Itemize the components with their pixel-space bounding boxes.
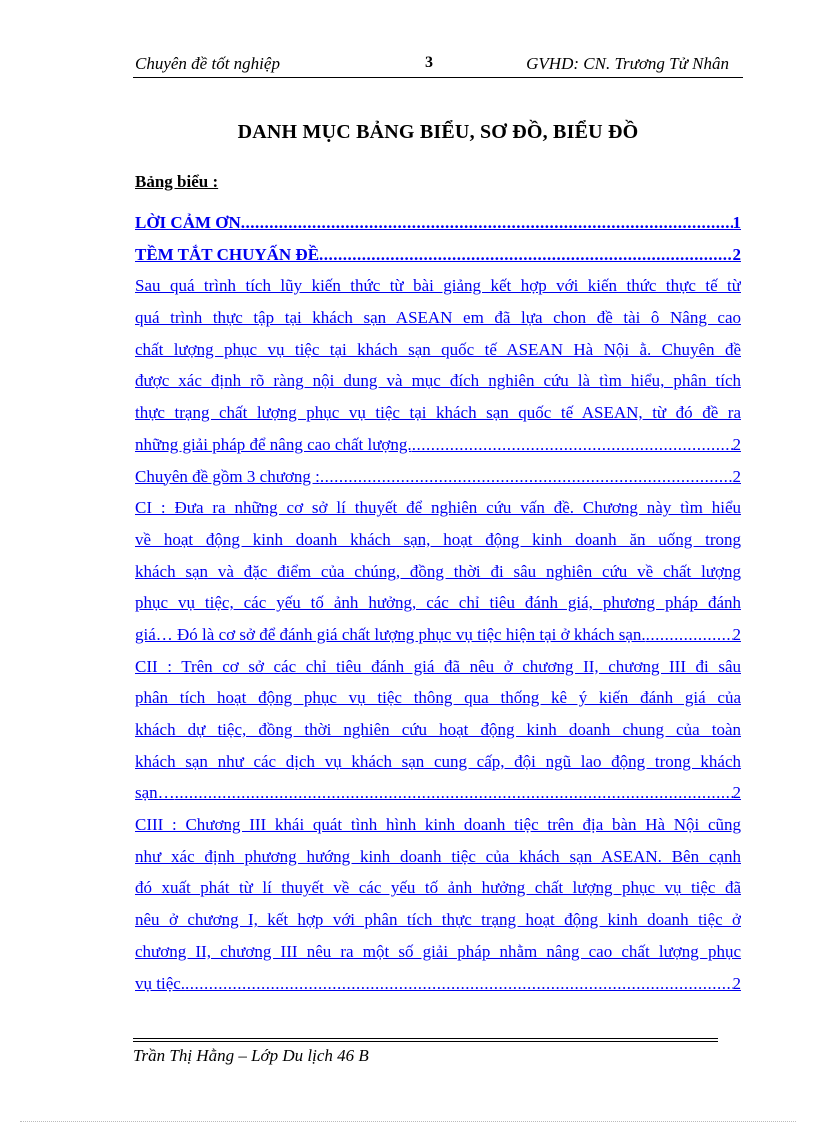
page-bottom-border — [20, 1121, 796, 1122]
toc-entry-summary[interactable] — [135, 239, 741, 271]
page-header — [133, 54, 743, 78]
table-of-contents — [135, 207, 741, 999]
toc-entry-chapters[interactable] — [135, 461, 741, 493]
header-rule — [133, 77, 743, 78]
toc-entry-line: nêu ở chương I, kết hợp với phân tích thực trạng hoạt động kinh doanh tiệc ở — [135, 910, 741, 930]
footer-rule — [133, 1038, 718, 1039]
toc-entry-line: chất lượng phục vụ tiệc tại khách sạn quốc tế ASEAN Hà Nội ằ. Chuyên đề — [135, 339, 741, 359]
dot-leader — [185, 968, 732, 1000]
toc-page-number: 2 — [732, 973, 741, 993]
toc-entry-line: CI : Đưa ra những cơ sở lí thuyết để nghiên cứu vấn đề. Chương này tìm hiểu — [135, 498, 741, 518]
header-advisor: GVHD: CN. Trương Tử Nhân — [526, 54, 729, 73]
toc-entry-line: phục vụ tiệc, các yếu tố ảnh hưởng, các chỉ tiêu đánh giá, phương pháp đánh — [135, 593, 741, 613]
toc-page-number: 2 — [732, 783, 741, 803]
toc-entry-line: quá trình thực tập tại khách sạn ASEAN em đã lựa chon đề tài ô Nâng cao — [135, 308, 741, 328]
toc-entry-line: Sau quá trình tích lũy kiến thức từ bài giảng kết hợp với kiến thức thực tế từ — [135, 276, 741, 296]
dot-leader — [241, 207, 733, 239]
toc-entry-line: chương II, chương III nêu ra một số giải pháp nhằm nâng cao chất lượng phục — [135, 941, 741, 961]
toc-entry-line: như xác định phương hướng kinh doanh tiệc của khách sạn ASEAN. Bên cạnh — [135, 846, 741, 866]
toc-entry-line: vụ tiệc. — [135, 973, 186, 993]
header-title: Chuyên đề tốt nghiệp — [135, 54, 280, 73]
toc-entry-introduction[interactable] — [135, 270, 741, 460]
toc-entry-line: phân tích hoạt động phục vụ tiệc thông qua thống kê ý kiến đánh giá của — [135, 688, 741, 708]
toc-entry-chapter-2[interactable] — [135, 651, 741, 809]
toc-entry-acknowledgements[interactable] — [135, 207, 741, 239]
dot-leader — [412, 429, 733, 461]
toc-entry-line: về hoạt động kinh doanh khách sạn, hoạt động kinh doanh ăn uống trong — [135, 529, 741, 549]
toc-entry-line: sạn… — [135, 783, 175, 803]
toc-entry-line: khách sạn và đặc điểm của chúng, đồng thời đi sâu nghiên cứu về chất lượng — [135, 561, 741, 581]
toc-entry-line: khách dự tiệc, đồng thời nghiên cứu hoạt động kinh doanh chung của toàn — [135, 720, 741, 739]
toc-entry-line: CIII : Chương III khái quát tình hình kinh doanh tiệc trên địa bàn Hà Nội cũng — [135, 815, 741, 835]
toc-entry-line: được xác định rõ ràng nội dung và mục đích nghiên cứu là tìm hiểu, phân tích — [135, 371, 741, 391]
toc-entry-text: Chuyên đề gồm 3 chương : — [135, 466, 320, 486]
dot-leader — [646, 619, 733, 651]
dot-leader — [319, 239, 732, 271]
toc-page-number: 1 — [732, 213, 741, 232]
toc-page-number: 2 — [732, 624, 741, 644]
dot-leader — [320, 461, 733, 493]
toc-page-number: 2 — [732, 244, 741, 264]
toc-entry-line: những giải pháp để nâng cao chất lượng. — [135, 434, 412, 454]
toc-entry-line: đó xuất phát từ lí thuyết về các yếu tố ảnh hưởng chất lượng phục vụ tiệc đã — [135, 878, 741, 898]
toc-entry-chapter-1[interactable] — [135, 492, 741, 650]
toc-entry-line: thực trạng chất lượng phục vụ tiệc tại khách sạn quốc tế ASEAN, từ đó đề ra — [135, 403, 741, 423]
toc-entry-text: TỀM TẮT CHUYẤN ĐỀ — [135, 244, 320, 264]
section-subheading: Bảng biểu : — [135, 172, 219, 191]
toc-page-number: 2 — [732, 466, 741, 486]
toc-entry-line: giá… Đó là cơ sở để đánh giá chất lượng phục vụ tiệc hiện tại ở khách sạn. — [135, 624, 646, 644]
toc-entry-line: khách sạn như các dịch vụ khách sạn cung cấp, đội ngũ lao động trong khách — [135, 751, 741, 771]
page-number: 3 — [425, 54, 433, 71]
page-footer — [133, 1038, 718, 1066]
dot-leader — [175, 777, 733, 809]
page-title: DANH MỤC BẢNG BIỂU, SƠ ĐỒ, BIỂU ĐỒ — [237, 121, 639, 143]
toc-entry-line: CII : Trên cơ sở các chỉ tiêu đánh giá đã nêu ở chương II, chương III đi sâu — [135, 656, 741, 676]
toc-entry-text: LỜI CẢM ƠN — [135, 213, 241, 232]
footer-author: Trần Thị Hằng – Lớp Du lịch 46 B — [133, 1046, 369, 1065]
toc-page-number: 2 — [732, 434, 741, 454]
toc-entry-chapter-3[interactable] — [135, 809, 741, 999]
footer-rule — [133, 1041, 718, 1042]
